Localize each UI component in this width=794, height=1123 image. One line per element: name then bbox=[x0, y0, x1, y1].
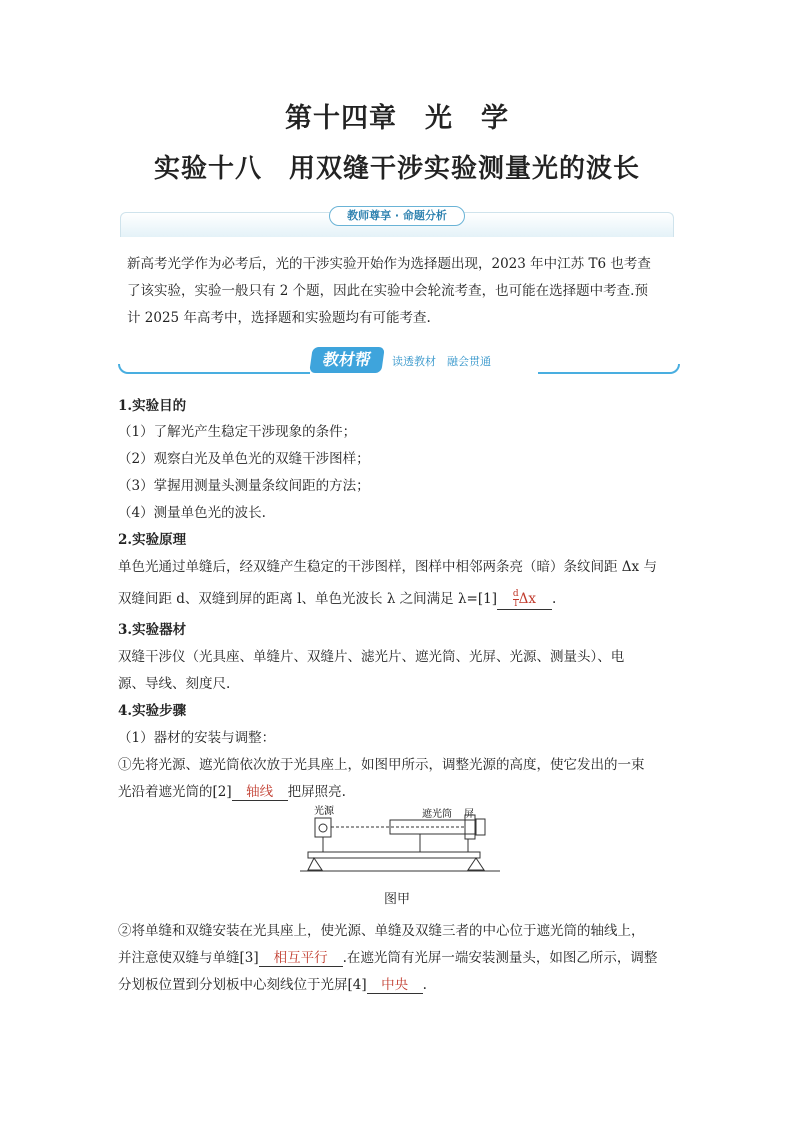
s2-line-1: 单色光通过单缝后，经双缝产生稳定的干涉图样，图样中相邻两条亮（暗）条纹间距 Δx 与 bbox=[118, 559, 657, 575]
answer-1-denominator: l bbox=[514, 599, 518, 609]
experiment-title: 实验十八 用双缝干涉实验测量光的波长 bbox=[153, 154, 640, 184]
chapter-title: 第十四章 光 学 bbox=[285, 103, 509, 134]
intro-line-3: 计 2025 年高考中，选择题和实验题均有可能考查. bbox=[127, 310, 431, 326]
s2-line-2-text: 双缝间距 d、双缝到屏的距离 l、单色光波长 λ 之间满足 λ=[1] bbox=[118, 591, 497, 607]
s1-item-4: （4）测量单色光的波长. bbox=[118, 505, 266, 521]
s4-p2-line-2 bbox=[118, 946, 657, 967]
intro-line-1: 新高考光学作为必考后，光的干涉实验开始作为选择题出现，2023 年中江苏 T6 也考查 bbox=[127, 256, 651, 272]
fig-label-source: 光源 bbox=[314, 806, 334, 817]
s1-item-2: （2）观察白光及单色光的双缝干涉图样； bbox=[118, 451, 370, 467]
light-source-icon bbox=[315, 818, 331, 837]
s3-line-1: 双缝干涉仪（光具座、单缝片、双缝片、滤光片、遮光筒、光屏、光源、测量头）、电 bbox=[118, 649, 625, 665]
s1-item-3: （3）掌握用测量头测量条纹间距的方法； bbox=[118, 478, 370, 494]
s4-p2-text-3: 分划板位置到分划板中心刻线位于光屏[4] bbox=[118, 977, 367, 993]
answer-2-blank: 轴线 bbox=[232, 780, 288, 801]
textbook-subtitle: 读透教材 融会贯通 bbox=[392, 355, 491, 368]
s4-p2-line-1: ②将单缝和双缝安装在光具座上，使光源、单缝及双缝三者的中心位于遮光筒的轴线上， bbox=[118, 923, 645, 939]
fig-label-tube: 遮光筒 bbox=[422, 809, 452, 820]
s2-heading: 2.实验原理 bbox=[118, 532, 187, 548]
bulb-icon bbox=[319, 824, 327, 832]
s1-item-1: （1）了解光产生稳定干涉现象的条件； bbox=[118, 424, 357, 440]
fig-label-screen: 屏 bbox=[464, 809, 474, 820]
intro-paragraph bbox=[127, 251, 687, 332]
answer-1-blank bbox=[497, 590, 552, 610]
s4-p2-text-1: 并注意使双缝与单缝[3] bbox=[118, 950, 259, 966]
figure-a-caption: 图甲 bbox=[383, 892, 410, 907]
answer-3-blank: 相互平行 bbox=[259, 946, 343, 967]
s4-p1-text: 光沿着遮光筒的[2] bbox=[118, 784, 232, 800]
s3-heading: 3.实验器材 bbox=[118, 622, 187, 638]
s4-p1-end: 把屏照亮. bbox=[287, 784, 346, 800]
figure-a-diagram bbox=[300, 804, 500, 882]
s4-heading: 4.实验步骤 bbox=[118, 703, 187, 719]
answer-1-tail: Δx bbox=[518, 591, 537, 607]
s2-line-2 bbox=[118, 587, 556, 610]
answer-4-blank: 中央 bbox=[367, 973, 423, 994]
intro-line-2: 了该实验，实验一般只有 2 个题，因此在实验中会轮流考查，也可能在选择题中考查.预 bbox=[127, 283, 648, 299]
s2-line-2-end: . bbox=[551, 591, 557, 607]
s4-sub: （1）器材的安装与调整： bbox=[118, 730, 276, 746]
s4-p2-line-3 bbox=[118, 973, 427, 994]
textbook-tag: 教材帮 bbox=[309, 347, 385, 373]
s4-p1-line-2 bbox=[118, 780, 346, 801]
s3-line-2: 源、导线、刻度尺. bbox=[118, 676, 231, 692]
optical-bench bbox=[308, 852, 480, 858]
s4-p2-end: . bbox=[422, 977, 427, 993]
answer-1-numerator: d bbox=[512, 589, 519, 599]
s1-heading: 1.实验目的 bbox=[118, 398, 187, 414]
s4-p1-line-1: ①先将光源、遮光筒依次放于光具座上，如图甲所示，调整光源的高度，使它发出的一束 bbox=[118, 757, 645, 773]
s4-p2-text-2: .在遮光筒有光屏一端安装测量头，如图乙所示，调整 bbox=[342, 950, 658, 966]
teacher-tag: 教师尊享 · 命题分析 bbox=[329, 206, 465, 226]
